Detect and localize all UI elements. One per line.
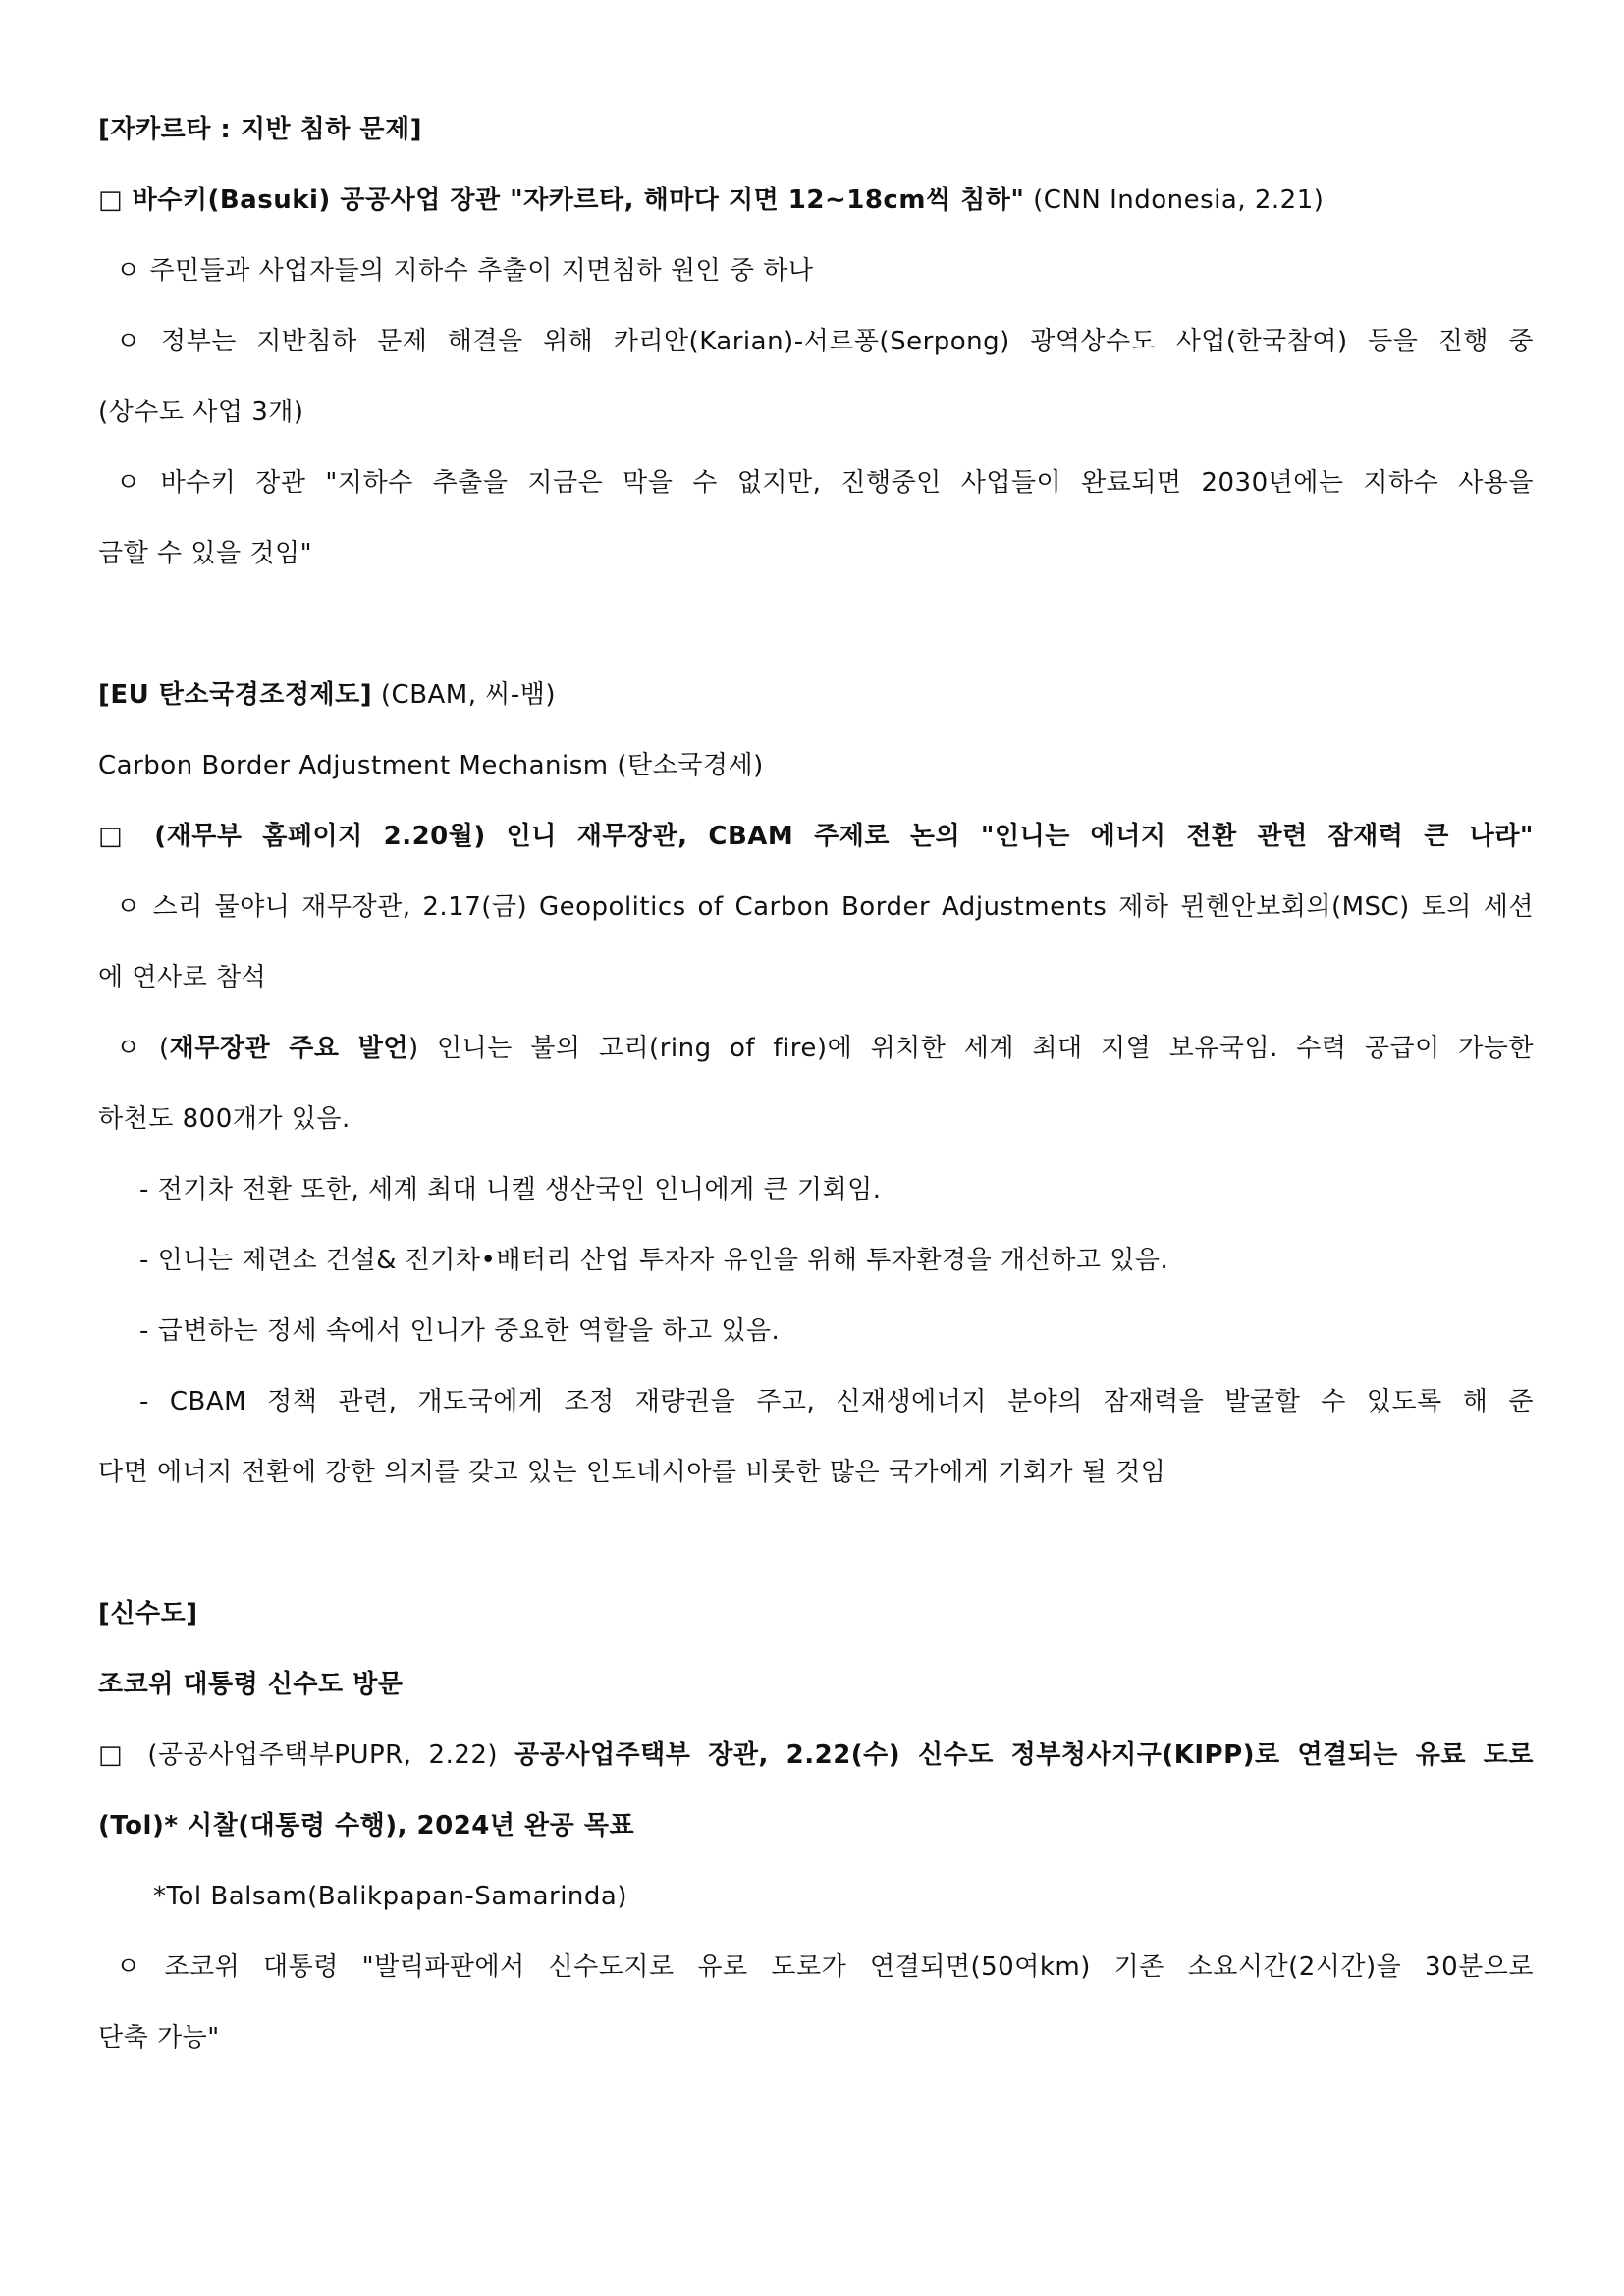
dash-item-investment: - 인니는 제련소 건설& 전기차•배터리 산업 투자자 유인을 위해 투자환경을 개선하고 있음. bbox=[139, 1246, 1169, 1275]
cbam-english-name: Carbon Border Adjustment Mechanism (탄소국경세) bbox=[98, 751, 764, 780]
bullet-point-jokowi-quote-cont: 단축 가능" bbox=[98, 2023, 220, 2053]
key-remarks-prefix: ㅇ ( bbox=[116, 1034, 170, 1063]
headline-pupr-bold: 공공사업주택부 장관, 2.22(수) 신수도 정부청사지구(KIPP)로 연결되는 유료 도로 bbox=[514, 1740, 1534, 1770]
bullet-point-key-remarks bbox=[98, 1013, 1534, 1084]
bullet-point-key-remarks-cont: 하천도 800개가 있음. bbox=[98, 1104, 351, 1134]
bullet-point-jokowi-quote: ㅇ 조코위 대통령 "발릭파판에서 신수도지로 유로 도로가 연결되면(50여km) 기존 소요시간(2시간)을 30분으로 bbox=[116, 1952, 1534, 1982]
bullet-point-sri-mulyani-cont: 에 연사로 참석 bbox=[98, 963, 267, 992]
document-page bbox=[98, 94, 1534, 2073]
headline-bullet: □ bbox=[98, 822, 155, 851]
headline-bullet: □ bbox=[98, 186, 133, 215]
section-heading-cbam bbox=[98, 660, 1534, 730]
dash-item-role: - 급변하는 정세 속에서 인니가 중요한 역할을 하고 있음. bbox=[139, 1316, 781, 1346]
headline-pupr bbox=[98, 1720, 1534, 1790]
headline-bold-text: (재무부 홈페이지 2.20월) 인니 재무장관, CBAM 주제로 논의 "인니는 에너지 전환 관련 잠재력 큰 나라" bbox=[154, 822, 1534, 851]
footnote-tol-balsam: *Tol Balsam(Balikpapan-Samarinda) bbox=[153, 1882, 627, 1911]
section-spacer bbox=[98, 1508, 1534, 1578]
dash-item-cbam-policy: - CBAM 정책 관련, 개도국에게 조정 재량권을 주고, 신재생에너지 분야의 잠재력을 발굴할 수 있도록 해 준 bbox=[139, 1387, 1534, 1416]
key-remarks-rest: ) 인니는 불의 고리(ring of fire)에 위치한 세계 최대 지열 보유국임. 수력 공급이 가능한 bbox=[407, 1034, 1534, 1063]
bullet-point-basuki-quote-cont: 금할 수 있을 것임" bbox=[98, 539, 313, 568]
bullet-point-groundwater: ㅇ 주민들과 사업자들의 지하수 추출이 지면침하 원인 중 하나 bbox=[116, 256, 814, 286]
headline-finance-ministry bbox=[98, 801, 1534, 872]
bullet-point-sri-mulyani: ㅇ 스리 물야니 재무장관, 2.17(금) Geopolitics of Carbon Border Adjustments 제하 뮌헨안보회의(MSC) 토의 세션 bbox=[116, 892, 1534, 922]
section-heading-cbam-rest: (CBAM, 씨-뱀) bbox=[372, 680, 557, 710]
headline-bold-text: 바수키(Basuki) 공공사업 장관 "자카르타, 해마다 지면 12~18cm씩 침하" bbox=[132, 186, 1025, 215]
headline-pupr-cont: (Tol)* 시찰(대통령 수행), 2024년 완공 목표 bbox=[98, 1811, 635, 1841]
bullet-point-government-project-cont: (상수도 사업 3개) bbox=[98, 398, 304, 427]
section-heading-cbam-bold: [EU 탄소국경조정제도] bbox=[98, 680, 373, 710]
key-remarks-bold: 재무장관 주요 발언 bbox=[169, 1034, 408, 1063]
bullet-point-basuki-quote: ㅇ 바수키 장관 "지하수 추출을 지금은 막을 수 없지만, 진행중인 사업들이 완료되면 2030년에는 지하수 사용을 bbox=[116, 468, 1534, 498]
headline-pupr-prefix: □ (공공사업주택부PUPR, 2.22) bbox=[98, 1740, 515, 1770]
headline-basuki bbox=[98, 165, 1534, 236]
section-spacer bbox=[98, 589, 1534, 660]
bullet-point-government-project: ㅇ 정부는 지반침하 문제 해결을 위해 카리안(Karian)-서르퐁(Serpong) 광역상수도 사업(한국참여) 등을 진행 중 bbox=[116, 327, 1534, 356]
dash-item-ev: - 전기차 전환 또한, 세계 최대 니켈 생산국인 인니에게 큰 기회임. bbox=[139, 1175, 882, 1204]
section-heading-new-capital: [신수도] bbox=[98, 1599, 198, 1629]
dash-item-cbam-policy-cont: 다면 에너지 전환에 강한 의지를 갖고 있는 인도네시아를 비롯한 많은 국가에게 기회가 될 것임 bbox=[98, 1458, 1166, 1487]
section-heading-jakarta: [자카르타 : 지반 침하 문제] bbox=[98, 115, 423, 144]
headline-source: (CNN Indonesia, 2.21) bbox=[1024, 186, 1325, 215]
subheading-jokowi-visit: 조코위 대통령 신수도 방문 bbox=[98, 1670, 404, 1699]
